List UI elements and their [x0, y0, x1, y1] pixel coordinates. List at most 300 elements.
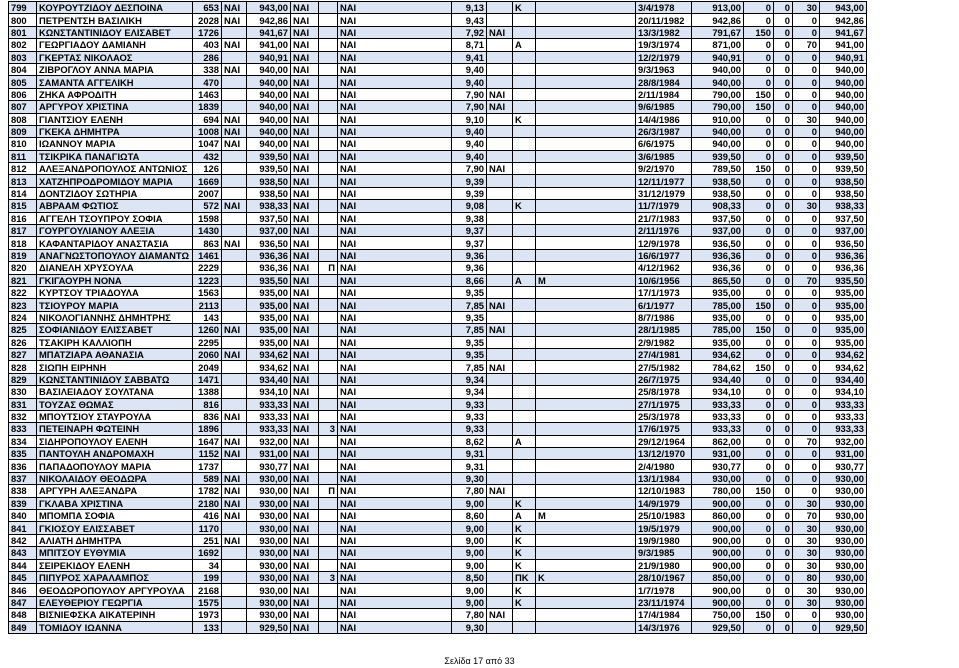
cell-bonus-c: 0 — [793, 286, 820, 298]
cell-birth-date: 17/6/1975 — [636, 423, 692, 435]
cell-base-score: 942,86 — [692, 14, 744, 26]
cell-sub-category — [536, 547, 636, 559]
cell-flag-b: ΝΑΙ — [291, 163, 319, 175]
cell-birth-date: 9/2/1970 — [636, 163, 692, 175]
cell-sub-category — [536, 101, 636, 113]
cell-category: Α — [513, 39, 536, 51]
cell-category — [513, 448, 536, 460]
cell-row-number: 839 — [9, 497, 37, 509]
table-row — [9, 150, 867, 162]
cell-full-name: ΔΙΑΝΕΛΗ ΧΡΥΣΟΥΛΑ — [37, 262, 193, 274]
cell-registration-number: 2295 — [193, 336, 222, 348]
cell-category — [513, 163, 536, 175]
cell-total-score: 939,50 — [247, 150, 291, 162]
cell-total-score: 936,36 — [247, 249, 291, 261]
cell-marker — [319, 225, 338, 237]
cell-flag-c: ΝΑΙ — [338, 163, 452, 175]
cell-bonus-a: 0 — [744, 423, 774, 435]
cell-birth-date: 6/6/1975 — [636, 138, 692, 150]
table-row — [9, 113, 867, 125]
cell-final-score: 933,33 — [820, 423, 867, 435]
cell-full-name: ΑΡΓΥΡΗ ΑΛΕΞΑΝΔΡΑ — [37, 485, 193, 497]
cell-bonus-b: 0 — [774, 485, 793, 497]
cell-final-score: 937,50 — [820, 212, 867, 224]
cell-birth-date: 28/10/1967 — [636, 571, 692, 583]
cell-bonus-b: 0 — [774, 26, 793, 38]
cell-final-score: 930,00 — [820, 485, 867, 497]
cell-bonus-b: 0 — [774, 348, 793, 360]
cell-bonus-b: 0 — [774, 175, 793, 187]
cell-bonus-b: 0 — [774, 361, 793, 373]
cell-row-number: 801 — [9, 26, 37, 38]
cell-total-score: 940,00 — [247, 125, 291, 137]
cell-row-number: 814 — [9, 187, 37, 199]
cell-flag-d — [487, 113, 513, 125]
cell-birth-date: 2/11/1984 — [636, 88, 692, 100]
cell-marker — [319, 522, 338, 534]
cell-flag-c: ΝΑΙ — [338, 113, 452, 125]
cell-sub-category — [536, 163, 636, 175]
cell-bonus-a: 0 — [744, 2, 774, 14]
cell-final-score: 943,00 — [820, 2, 867, 14]
cell-final-score: 936,36 — [820, 249, 867, 261]
cell-base-score: 900,00 — [692, 497, 744, 509]
cell-bonus-a: 0 — [744, 237, 774, 249]
cell-category: Κ — [513, 547, 536, 559]
table-row — [9, 249, 867, 261]
cell-category — [513, 225, 536, 237]
cell-registration-number: 1223 — [193, 274, 222, 286]
cell-flag-a — [222, 398, 247, 410]
cell-flag-d — [487, 410, 513, 422]
cell-total-score: 934,62 — [247, 361, 291, 373]
cell-sub-category — [536, 14, 636, 26]
cell-bonus-c: 30 — [793, 200, 820, 212]
cell-sub-category — [536, 522, 636, 534]
cell-marker — [319, 386, 338, 398]
cell-full-name: ΚΥΡΤΣΟΥ ΤΡΙΑΔΟΥΛΑ — [37, 286, 193, 298]
cell-flag-a — [222, 571, 247, 583]
cell-bonus-c: 0 — [793, 26, 820, 38]
cell-grade: 9,37 — [452, 237, 487, 249]
cell-flag-b: ΝΑΙ — [291, 621, 319, 633]
cell-bonus-c: 0 — [793, 410, 820, 422]
cell-base-score: 780,00 — [692, 485, 744, 497]
cell-marker — [319, 348, 338, 360]
cell-flag-c: ΝΑΙ — [338, 596, 452, 608]
cell-full-name: ΣΕΙΡΕΚΙΔΟΥ ΕΛΕΝΗ — [37, 559, 193, 571]
cell-registration-number: 1692 — [193, 547, 222, 559]
cell-bonus-c: 0 — [793, 163, 820, 175]
cell-bonus-c: 30 — [793, 113, 820, 125]
cell-flag-c: ΝΑΙ — [338, 299, 452, 311]
cell-sub-category: Μ — [536, 274, 636, 286]
cell-marker — [319, 609, 338, 621]
cell-category — [513, 336, 536, 348]
cell-base-score: 790,00 — [692, 101, 744, 113]
cell-bonus-b: 0 — [774, 274, 793, 286]
cell-final-score: 930,00 — [820, 571, 867, 583]
cell-birth-date: 17/1/1973 — [636, 286, 692, 298]
cell-marker — [319, 163, 338, 175]
cell-row-number: 805 — [9, 76, 37, 88]
cell-flag-c: ΝΑΙ — [338, 410, 452, 422]
cell-base-score: 900,00 — [692, 522, 744, 534]
cell-bonus-a: 150 — [744, 485, 774, 497]
cell-marker — [319, 88, 338, 100]
cell-sub-category — [536, 88, 636, 100]
cell-bonus-b: 0 — [774, 51, 793, 63]
cell-base-score: 936,36 — [692, 249, 744, 261]
cell-total-score: 930,00 — [247, 472, 291, 484]
cell-base-score: 900,00 — [692, 559, 744, 571]
cell-marker — [319, 398, 338, 410]
cell-registration-number: 1463 — [193, 88, 222, 100]
cell-bonus-a: 0 — [744, 435, 774, 447]
cell-total-score: 943,00 — [247, 2, 291, 14]
cell-base-score: 935,00 — [692, 336, 744, 348]
cell-birth-date: 23/11/1974 — [636, 596, 692, 608]
cell-base-score: 908,33 — [692, 200, 744, 212]
cell-category — [513, 410, 536, 422]
cell-grade: 9,39 — [452, 187, 487, 199]
cell-total-score: 935,00 — [247, 324, 291, 336]
cell-grade: 9,36 — [452, 249, 487, 261]
cell-bonus-c: 0 — [793, 125, 820, 137]
cell-flag-a: ΝΑΙ — [222, 113, 247, 125]
cell-bonus-b: 0 — [774, 621, 793, 633]
cell-bonus-c: 30 — [793, 534, 820, 546]
cell-flag-a — [222, 51, 247, 63]
cell-final-score: 940,91 — [820, 51, 867, 63]
cell-marker — [319, 175, 338, 187]
cell-row-number: 822 — [9, 286, 37, 298]
cell-base-score: 940,00 — [692, 63, 744, 75]
cell-category — [513, 14, 536, 26]
cell-birth-date: 14/4/1986 — [636, 113, 692, 125]
cell-category — [513, 361, 536, 373]
cell-registration-number: 2007 — [193, 187, 222, 199]
cell-flag-d: ΝΑΙ — [487, 26, 513, 38]
cell-registration-number: 432 — [193, 150, 222, 162]
cell-grade: 9,30 — [452, 621, 487, 633]
cell-final-score: 930,00 — [820, 559, 867, 571]
cell-flag-a: ΝΑΙ — [222, 485, 247, 497]
cell-flag-d: ΝΑΙ — [487, 88, 513, 100]
cell-flag-d — [487, 336, 513, 348]
cell-final-score: 942,86 — [820, 14, 867, 26]
cell-final-score: 930,00 — [820, 596, 867, 608]
cell-category — [513, 485, 536, 497]
cell-bonus-a: 0 — [744, 621, 774, 633]
cell-grade: 8,62 — [452, 435, 487, 447]
cell-bonus-a: 0 — [744, 14, 774, 26]
cell-flag-c: ΝΑΙ — [338, 39, 452, 51]
cell-full-name: ΓΚΙΓΑΟΥΡΗ ΝΟΝΑ — [37, 274, 193, 286]
cell-registration-number: 1726 — [193, 26, 222, 38]
cell-flag-b: ΝΑΙ — [291, 386, 319, 398]
cell-final-score: 934,10 — [820, 386, 867, 398]
cell-grade: 9,40 — [452, 76, 487, 88]
cell-flag-d — [487, 125, 513, 137]
cell-birth-date: 2/9/1982 — [636, 336, 692, 348]
cell-bonus-c: 30 — [793, 559, 820, 571]
table-row — [9, 311, 867, 323]
cell-bonus-b: 0 — [774, 2, 793, 14]
cell-grade: 9,30 — [452, 472, 487, 484]
cell-full-name: ΤΣΙΟΥΡΟΥ ΜΑΡΙΑ — [37, 299, 193, 311]
cell-base-score: 934,62 — [692, 348, 744, 360]
cell-bonus-c: 30 — [793, 596, 820, 608]
table-row — [9, 373, 867, 385]
cell-row-number: 830 — [9, 386, 37, 398]
cell-flag-c: ΝΑΙ — [338, 361, 452, 373]
cell-final-score: 930,00 — [820, 584, 867, 596]
cell-registration-number: 2049 — [193, 361, 222, 373]
cell-flag-b: ΝΑΙ — [291, 534, 319, 546]
cell-bonus-c: 0 — [793, 138, 820, 150]
cell-row-number: 816 — [9, 212, 37, 224]
cell-base-score: 934,10 — [692, 386, 744, 398]
table-row — [9, 448, 867, 460]
cell-birth-date: 28/1/1985 — [636, 324, 692, 336]
cell-sub-category — [536, 534, 636, 546]
cell-marker — [319, 200, 338, 212]
cell-bonus-a: 0 — [744, 448, 774, 460]
cell-flag-d — [487, 187, 513, 199]
cell-final-score: 938,50 — [820, 175, 867, 187]
cell-total-score: 933,33 — [247, 398, 291, 410]
table-body — [9, 2, 867, 634]
cell-row-number: 806 — [9, 88, 37, 100]
cell-marker — [319, 448, 338, 460]
cell-bonus-c: 80 — [793, 571, 820, 583]
cell-flag-d — [487, 39, 513, 51]
cell-marker — [319, 249, 338, 261]
cell-sub-category — [536, 410, 636, 422]
cell-full-name: ΜΠΟΥΤΣΙΟΥ ΣΤΑΥΡΟΥΛΑ — [37, 410, 193, 422]
cell-row-number: 831 — [9, 398, 37, 410]
cell-flag-c: ΝΑΙ — [338, 435, 452, 447]
cell-flag-c: ΝΑΙ — [338, 286, 452, 298]
cell-flag-d — [487, 448, 513, 460]
cell-registration-number: 2060 — [193, 348, 222, 360]
cell-sub-category — [536, 559, 636, 571]
cell-marker — [319, 101, 338, 113]
cell-marker — [319, 237, 338, 249]
cell-row-number: 833 — [9, 423, 37, 435]
cell-flag-a: ΝΑΙ — [222, 472, 247, 484]
cell-marker — [319, 150, 338, 162]
cell-bonus-c: 30 — [793, 522, 820, 534]
cell-marker — [319, 39, 338, 51]
cell-category — [513, 88, 536, 100]
cell-flag-b: ΝΑΙ — [291, 212, 319, 224]
cell-flag-c: ΝΑΙ — [338, 609, 452, 621]
cell-flag-a: ΝΑΙ — [222, 510, 247, 522]
cell-flag-b: ΝΑΙ — [291, 522, 319, 534]
cell-bonus-c: 0 — [793, 262, 820, 274]
cell-full-name: ΠΕΤΕΙΝΑΡΗ ΦΩΤΕΙΝΗ — [37, 423, 193, 435]
cell-total-score: 940,91 — [247, 51, 291, 63]
cell-category: Α — [513, 510, 536, 522]
cell-full-name: ΓΙΑΝΤΣΙΟΥ ΕΛΕΝΗ — [37, 113, 193, 125]
cell-final-score: 930,00 — [820, 547, 867, 559]
table-row — [9, 138, 867, 150]
cell-flag-d — [487, 2, 513, 14]
cell-full-name: ΠΑΝΤΟΥΛΗ ΑΝΔΡΟΜΑΧΗ — [37, 448, 193, 460]
cell-bonus-c: 0 — [793, 51, 820, 63]
cell-birth-date: 1/7/1978 — [636, 584, 692, 596]
cell-flag-c: ΝΑΙ — [338, 212, 452, 224]
cell-registration-number: 470 — [193, 76, 222, 88]
cell-flag-d: ΝΑΙ — [487, 485, 513, 497]
cell-final-score: 930,00 — [820, 510, 867, 522]
cell-full-name: ΓΚΙΟΣΟΥ ΕΛΙΣΣΑΒΕΤ — [37, 522, 193, 534]
cell-flag-b: ΝΑΙ — [291, 423, 319, 435]
cell-bonus-b: 0 — [774, 460, 793, 472]
cell-row-number: 804 — [9, 63, 37, 75]
cell-bonus-b: 0 — [774, 237, 793, 249]
cell-bonus-b: 0 — [774, 125, 793, 137]
cell-bonus-a: 0 — [744, 125, 774, 137]
cell-full-name: ΝΙΚΟΛΟΓΙΑΝΝΗΣ ΔΗΜΗΤΡΗΣ — [37, 311, 193, 323]
cell-marker: Π — [319, 485, 338, 497]
cell-total-score: 930,00 — [247, 571, 291, 583]
cell-bonus-c: 0 — [793, 76, 820, 88]
cell-flag-c: ΝΑΙ — [338, 2, 452, 14]
cell-bonus-a: 150 — [744, 299, 774, 311]
cell-flag-c: ΝΑΙ — [338, 125, 452, 137]
cell-flag-c: ΝΑΙ — [338, 621, 452, 633]
cell-row-number: 832 — [9, 410, 37, 422]
cell-flag-a — [222, 262, 247, 274]
cell-row-number: 846 — [9, 584, 37, 596]
cell-full-name: ΠΕΤΡΕΝΤΣΗ ΒΑΣΙΛΙΚΗ — [37, 14, 193, 26]
cell-bonus-b: 0 — [774, 373, 793, 385]
cell-full-name: ΠΙΠΥΡΟΣ ΧΑΡΑΛΑΜΠΟΣ — [37, 571, 193, 583]
cell-bonus-c: 70 — [793, 39, 820, 51]
cell-registration-number: 2180 — [193, 497, 222, 509]
cell-row-number: 844 — [9, 559, 37, 571]
cell-final-score: 930,00 — [820, 522, 867, 534]
table-row — [9, 510, 867, 522]
cell-full-name: ΕΛΕΥΘΕΡΙΟΥ ΓΕΩΡΓΙΑ — [37, 596, 193, 608]
cell-birth-date: 16/6/1977 — [636, 249, 692, 261]
cell-marker — [319, 76, 338, 88]
cell-flag-c: ΝΑΙ — [338, 472, 452, 484]
cell-grade: 8,66 — [452, 274, 487, 286]
cell-bonus-c: 0 — [793, 398, 820, 410]
cell-base-score: 930,77 — [692, 460, 744, 472]
cell-category — [513, 386, 536, 398]
cell-total-score: 934,10 — [247, 386, 291, 398]
cell-flag-d — [487, 584, 513, 596]
cell-final-score: 930,00 — [820, 534, 867, 546]
cell-bonus-a: 0 — [744, 63, 774, 75]
cell-total-score: 930,00 — [247, 510, 291, 522]
cell-marker — [319, 547, 338, 559]
table-row — [9, 2, 867, 14]
cell-category: Κ — [513, 113, 536, 125]
cell-bonus-b: 0 — [774, 101, 793, 113]
cell-sub-category — [536, 125, 636, 137]
cell-flag-c: ΝΑΙ — [338, 584, 452, 596]
cell-bonus-b: 0 — [774, 163, 793, 175]
cell-base-score: 935,00 — [692, 311, 744, 323]
cell-base-score: 784,62 — [692, 361, 744, 373]
cell-birth-date: 13/1/1984 — [636, 472, 692, 484]
table-row — [9, 101, 867, 113]
cell-flag-b: ΝΑΙ — [291, 113, 319, 125]
cell-final-score: 935,00 — [820, 299, 867, 311]
cell-flag-c: ΝΑΙ — [338, 225, 452, 237]
cell-bonus-a: 0 — [744, 534, 774, 546]
table-row — [9, 386, 867, 398]
cell-row-number: 847 — [9, 596, 37, 608]
cell-flag-b: ΝΑΙ — [291, 175, 319, 187]
cell-full-name: ΜΠΙΤΣΟΥ ΕΥΘΥΜΙΑ — [37, 547, 193, 559]
cell-flag-c: ΝΑΙ — [338, 88, 452, 100]
cell-flag-a — [222, 423, 247, 435]
cell-base-score: 930,00 — [692, 472, 744, 484]
cell-row-number: 824 — [9, 311, 37, 323]
cell-bonus-a: 0 — [744, 348, 774, 360]
cell-full-name: ΝΙΚΟΛΑΙΔΟΥ ΘΕΟΔΩΡΑ — [37, 472, 193, 484]
cell-row-number: 835 — [9, 448, 37, 460]
cell-sub-category — [536, 324, 636, 336]
cell-marker — [319, 113, 338, 125]
cell-category: Κ — [513, 596, 536, 608]
cell-row-number: 841 — [9, 522, 37, 534]
cell-base-score: 937,50 — [692, 212, 744, 224]
cell-flag-a: ΝΑΙ — [222, 324, 247, 336]
cell-row-number: 817 — [9, 225, 37, 237]
cell-grade: 9,00 — [452, 534, 487, 546]
cell-final-score: 934,40 — [820, 373, 867, 385]
cell-sub-category — [536, 311, 636, 323]
cell-flag-a: ΝΑΙ — [222, 497, 247, 509]
cell-total-score: 942,86 — [247, 14, 291, 26]
cell-base-score: 937,00 — [692, 225, 744, 237]
cell-marker — [319, 274, 338, 286]
cell-birth-date: 27/5/1982 — [636, 361, 692, 373]
cell-flag-d — [487, 274, 513, 286]
cell-final-score: 930,77 — [820, 460, 867, 472]
cell-row-number: 808 — [9, 113, 37, 125]
cell-flag-b: ΝΑΙ — [291, 14, 319, 26]
table-row — [9, 472, 867, 484]
cell-flag-d: ΝΑΙ — [487, 101, 513, 113]
cell-total-score: 940,00 — [247, 88, 291, 100]
cell-full-name: ΑΡΓΥΡΟΥ ΧΡΙΣΤΙΝΑ — [37, 101, 193, 113]
cell-registration-number: 1839 — [193, 101, 222, 113]
table-row — [9, 51, 867, 63]
table-row — [9, 237, 867, 249]
cell-bonus-c: 0 — [793, 101, 820, 113]
cell-flag-d: ΝΑΙ — [487, 361, 513, 373]
cell-registration-number: 2028 — [193, 14, 222, 26]
cell-category — [513, 609, 536, 621]
cell-registration-number: 589 — [193, 472, 222, 484]
cell-full-name: ΓΟΥΡΓΟΥΛΙΑΝΟΥ ΑΛΕΞΙΑ — [37, 225, 193, 237]
table-row — [9, 348, 867, 360]
table-row — [9, 175, 867, 187]
cell-bonus-c: 0 — [793, 225, 820, 237]
cell-full-name: ΓΚΕΡΤΑΣ ΝΙΚΟΛΑΟΣ — [37, 51, 193, 63]
cell-final-score: 935,50 — [820, 274, 867, 286]
cell-flag-d — [487, 237, 513, 249]
